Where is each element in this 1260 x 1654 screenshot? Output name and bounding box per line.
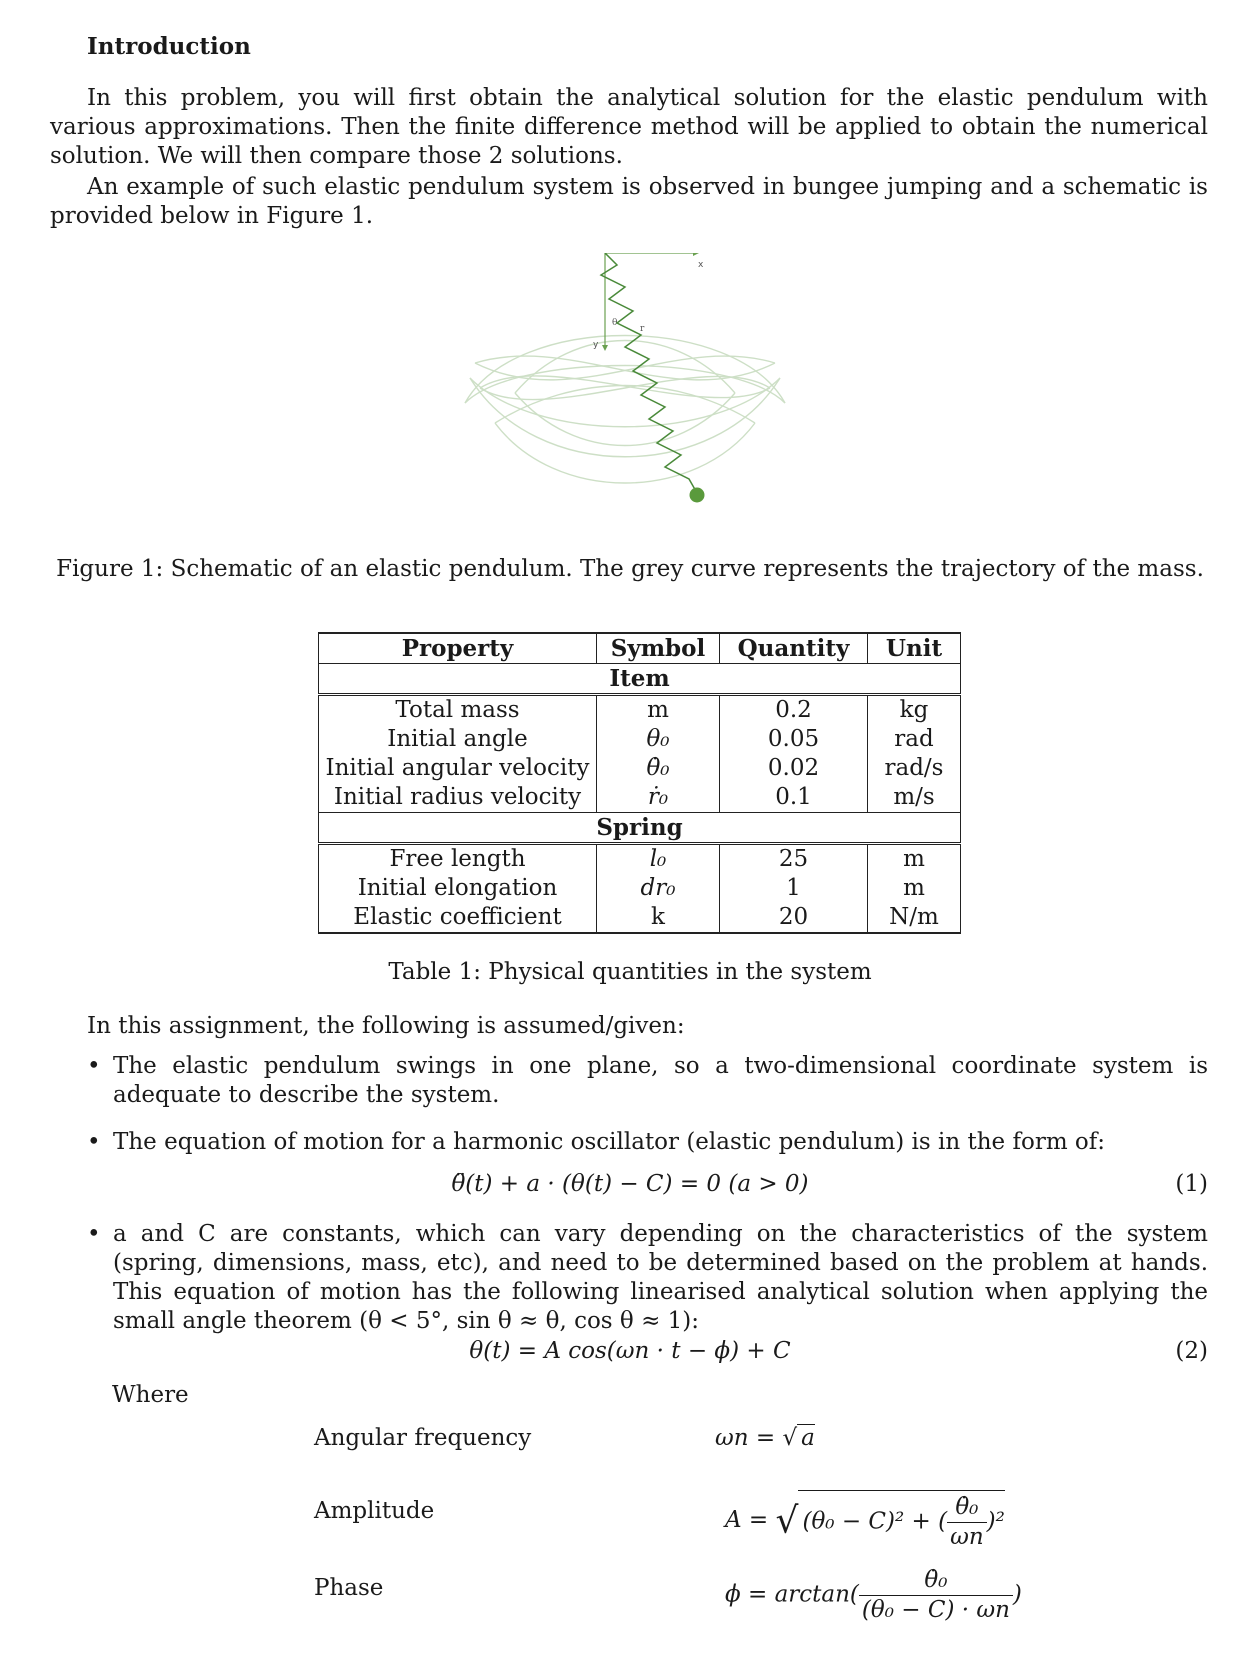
formula-part: )²	[986, 1508, 1005, 1535]
table-cell: m/s	[868, 783, 961, 813]
elastic-pendulum-figure	[455, 253, 795, 518]
amplitude-formula	[725, 1490, 1005, 1552]
table-cell: m	[597, 695, 720, 726]
fraction-numerator: θ̇₀	[947, 1493, 987, 1523]
table-cell: m	[868, 874, 961, 903]
equation-2-number: (2)	[1175, 1338, 1208, 1364]
table-cell: rad	[868, 725, 961, 754]
table-cell: Initial angle	[319, 725, 597, 754]
theta-label: θ	[612, 318, 618, 328]
table-cell: rad/s	[868, 754, 961, 783]
formula-part: (θ₀ − C)² + (	[802, 1508, 948, 1535]
header-quantity: Quantity	[720, 633, 868, 664]
r-label: r	[640, 324, 645, 334]
fraction-denominator: ωn	[950, 1524, 984, 1550]
table-cell: 0.02	[720, 754, 868, 783]
table-cell: θ̇₀	[597, 754, 720, 783]
phase-formula	[725, 1566, 1022, 1625]
y-axis-label: y	[593, 340, 599, 350]
table-cell: Initial elongation	[319, 874, 597, 903]
formula-rhs: a	[797, 1424, 815, 1451]
section-item: Item	[319, 664, 961, 695]
table-cell: 0.05	[720, 725, 868, 754]
sqrt-symbol: √	[782, 1425, 798, 1451]
y-axis-arrow	[602, 345, 608, 351]
angular-frequency-label: Angular frequency	[314, 1425, 532, 1451]
table-cell: kg	[868, 695, 961, 726]
formula-part: )	[1012, 1581, 1022, 1608]
bullet-item: • a and C are constants, which can vary depending on the characteristics of the system (spring, dimensions, mass, etc), and need to be determined based on the problem at hands. This equation of motion has the following linearised analytical solution when applying the small angle theorem (θ < 5°, sin θ ≈ θ, cos θ ≈ 1):	[87, 1220, 1208, 1336]
table-caption: Table 1: Physical quantities in the system	[388, 959, 872, 985]
intro-paragraph-2: An example of such elastic pendulum system is observed in bungee jumping and a schematic is provided below in Figure 1.	[50, 174, 1208, 229]
sqrt-symbol: √	[775, 1500, 799, 1542]
axes	[605, 253, 693, 345]
properties-table	[318, 632, 961, 934]
equation-1: θ̈(t) + a · (θ(t) − C) = 0 (a > 0)	[451, 1171, 809, 1197]
assumptions-lead: In this assignment, the following is assumed/given:	[87, 1013, 685, 1039]
table-cell: Elastic coefficient	[319, 903, 597, 933]
x-axis-label: x	[698, 260, 704, 270]
table-cell: ṙ₀	[597, 783, 720, 813]
header-symbol: Symbol	[597, 633, 720, 664]
table-cell: Free length	[319, 844, 597, 875]
pendulum-mass	[690, 488, 705, 503]
section-title: Introduction	[87, 33, 251, 60]
equation-1-number: (1)	[1175, 1171, 1208, 1197]
angular-frequency-formula	[715, 1424, 815, 1453]
table-cell: k	[597, 903, 720, 933]
formula-lhs: ϕ = arctan(	[725, 1581, 859, 1608]
table-cell: Total mass	[319, 695, 597, 726]
fraction-denominator: (θ₀ − C) · ωn	[861, 1597, 1010, 1623]
amplitude-label: Amplitude	[314, 1498, 435, 1524]
table-cell: 20	[720, 903, 868, 933]
header-unit: Unit	[868, 633, 961, 664]
formula-lhs: A =	[725, 1507, 776, 1533]
trajectory-curves	[465, 336, 785, 484]
figure-caption: Figure 1: Schematic of an elastic pendulum. The grey curve represents the trajectory of the mass.	[56, 556, 1204, 582]
section-spring: Spring	[319, 813, 961, 844]
table-cell: l₀	[597, 844, 720, 875]
table-cell: Initial radius velocity	[319, 783, 597, 813]
header-property: Property	[319, 633, 597, 664]
bullet-item: • The elastic pendulum swings in one plane, so a two-dimensional coordinate system is adequate to describe the system.	[87, 1052, 1208, 1110]
equation-2: θ(t) = A cos(ωn · t − ϕ) + C	[469, 1338, 791, 1364]
table-cell: m	[868, 844, 961, 875]
table-cell: N/m	[868, 903, 961, 933]
formula-lhs: ωn =	[715, 1425, 783, 1451]
phase-label: Phase	[314, 1575, 384, 1601]
where-label: Where	[112, 1382, 189, 1408]
intro-paragraph-1: In this problem, you will first obtain the analytical solution for the elastic pendulum with various approximations. Then the finite difference method will be applied to obtain the numerical solution. We will then compare those 2 solutions.	[50, 85, 1208, 169]
bullet-item: • The equation of motion for a harmonic oscillator (elastic pendulum) is in the form of:	[87, 1128, 1208, 1157]
table-cell: 0.2	[720, 695, 868, 726]
table-cell: 25	[720, 844, 868, 875]
table-cell: Initial angular velocity	[319, 754, 597, 783]
x-axis-arrow	[693, 253, 699, 256]
table-cell: 0.1	[720, 783, 868, 813]
table-cell: θ₀	[597, 725, 720, 754]
table-cell: 1	[720, 874, 868, 903]
table-cell: dr₀	[597, 874, 720, 903]
fraction-numerator: θ̇₀	[859, 1566, 1013, 1596]
